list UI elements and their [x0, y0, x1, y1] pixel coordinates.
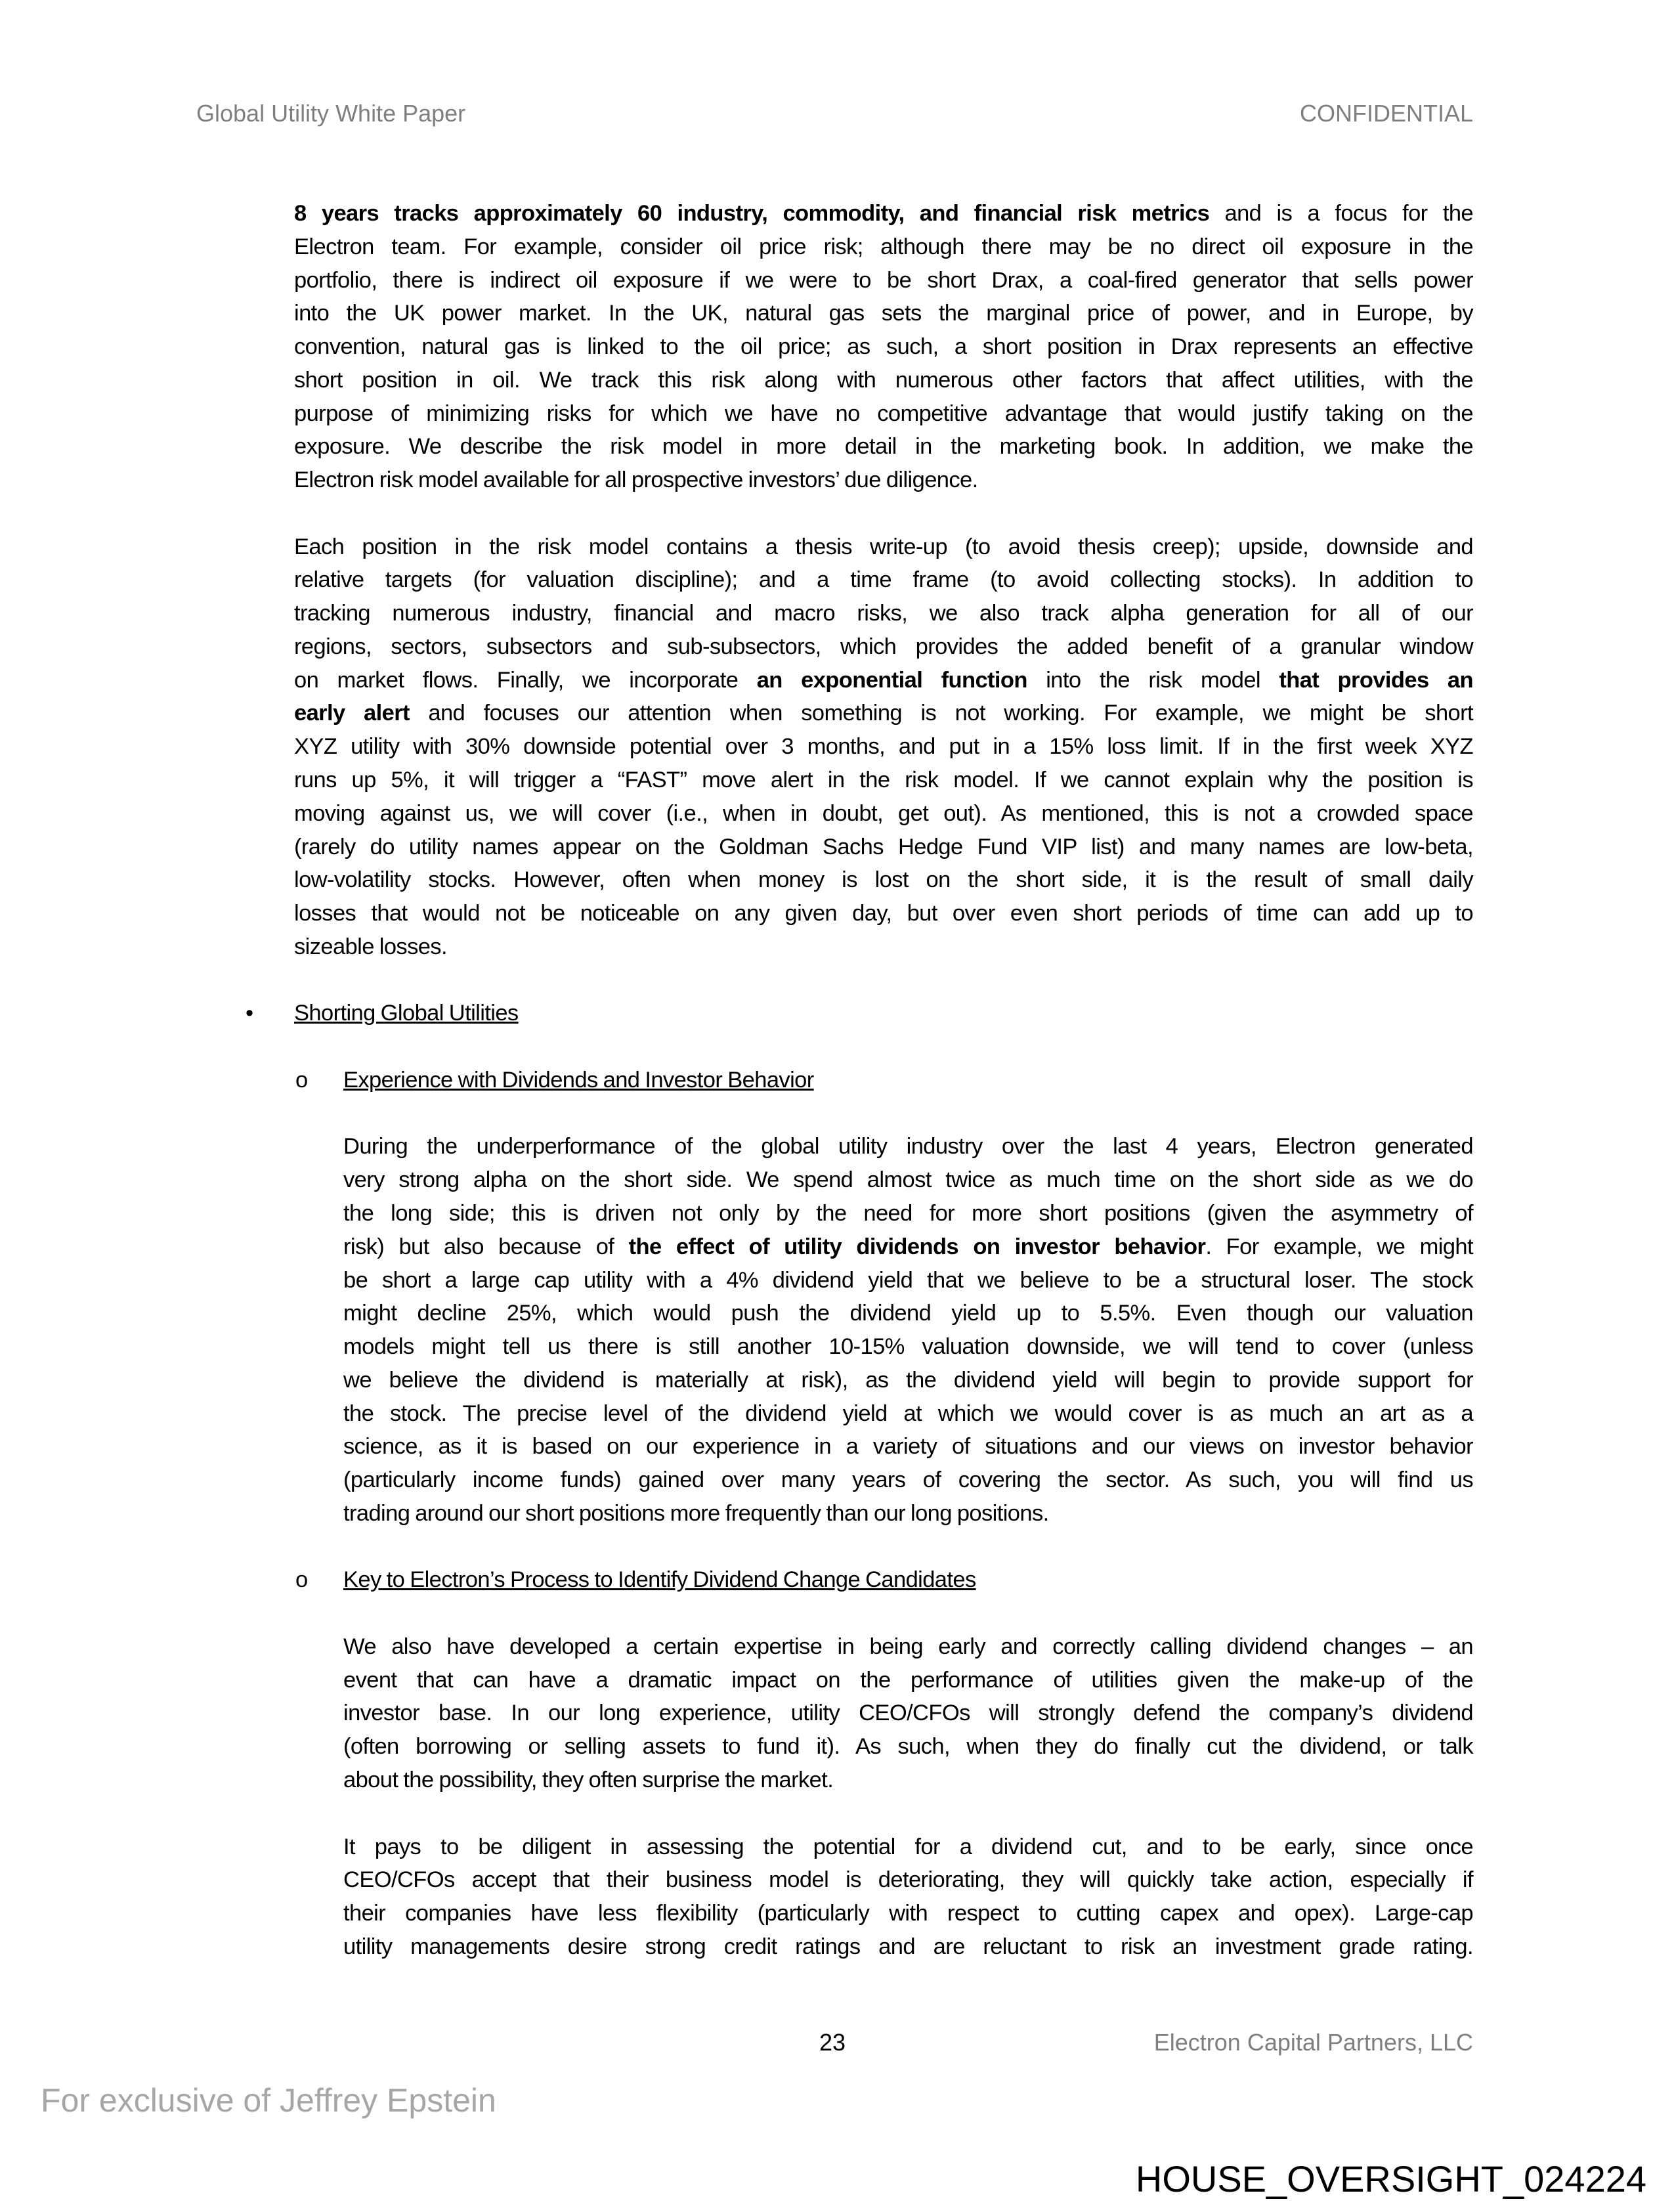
header-title: Global Utility White Paper	[196, 100, 466, 127]
text-line	[294, 197, 1473, 230]
text-run: Each position in the risk model contains a thesis write-up (to avoid thesis creep); upside, downside and	[294, 534, 1473, 559]
page-number: 23	[819, 2029, 846, 2056]
text-line	[343, 1630, 1473, 1664]
paragraph	[294, 197, 1473, 497]
text-line	[343, 1697, 1473, 1730]
sub-bullet-marker: o	[295, 1067, 308, 1093]
text-line	[294, 597, 1473, 630]
blank-line	[294, 1030, 1473, 1064]
document-body	[246, 197, 1473, 1964]
text-line	[343, 1197, 1473, 1230]
text-line	[343, 1163, 1473, 1197]
text-run: science, as it is based on our experience in a variety of situations and our views on investor behavior	[343, 1434, 1473, 1460]
text-line	[343, 1297, 1473, 1330]
text-run: convention, natural gas is linked to the oil price; as such, a short position in Drax represents an effective	[294, 334, 1473, 360]
bold-text: that provides an	[1279, 667, 1473, 693]
section-heading	[246, 997, 1473, 1030]
paragraph	[294, 531, 1473, 964]
text-run: about the possibility, they often surprise the market.	[343, 1767, 834, 1792]
text-line	[294, 464, 1473, 497]
text-line	[294, 764, 1473, 797]
text-run: utility managements desire strong credit ratings and are reluctant to risk an investment grade rating.	[343, 1934, 1473, 1959]
text-line	[343, 1430, 1473, 1464]
text-run: into the UK power market. In the UK, natural gas sets the marginal price of power, and in Europe, by	[294, 301, 1473, 326]
text-line	[294, 863, 1473, 897]
blank-line	[294, 1097, 1473, 1131]
text-run: short position in oil. We track this risk along with numerous other factors that affect utilities, with the	[294, 367, 1473, 393]
text-line	[294, 697, 1473, 730]
text-run: low-volatility stocks. However, often when money is lost on the short side, it is the result of small daily	[294, 867, 1473, 893]
paragraph	[343, 1130, 1473, 1530]
text-run: (particularly income funds) gained over many years of covering the sector. As such, you will find us	[343, 1467, 1473, 1493]
text-line	[294, 264, 1473, 297]
text-run: (rarely do utility names appear on the Goldman Sachs Hedge Fund VIP list) and many names are low-beta,	[294, 834, 1473, 859]
text-line	[294, 297, 1473, 330]
text-line	[294, 330, 1473, 364]
text-line	[343, 1397, 1473, 1431]
text-run: regions, sectors, subsectors and sub-subsectors, which provides the added benefit of a granular window	[294, 634, 1473, 659]
text-run: (often borrowing or selling assets to fund it). As such, when they do finally cut the dividend, or talk	[343, 1734, 1473, 1760]
text-run: event that can have a dramatic impact on the performance of utilities given the make-up of the	[343, 1667, 1473, 1693]
text-line	[294, 897, 1473, 930]
text-line	[343, 1730, 1473, 1764]
text-run: Electron team. For example, consider oil price risk; although there may be no direct oil exposure in the	[294, 234, 1473, 259]
text-line	[294, 397, 1473, 431]
paragraph	[343, 1630, 1473, 1797]
text-run: and is a focus for the	[1209, 201, 1473, 226]
header-confidential: CONFIDENTIAL	[1299, 100, 1473, 127]
text-line	[294, 563, 1473, 597]
text-run: sizeable losses.	[294, 934, 447, 959]
text-run: losses that would not be noticeable on any given day, but over even short periods of time can add up to	[294, 901, 1473, 926]
text-run: We also have developed a certain expertise in being early and correctly calling dividend changes – an	[343, 1634, 1473, 1659]
bates-number: HOUSE_OVERSIGHT_024224	[1135, 2158, 1646, 2200]
text-run: investor base. In our long experience, utility CEO/CFOs will strongly defend the company’s dividend	[343, 1701, 1473, 1726]
heading-label: Shorting Global Utilities	[294, 1001, 519, 1026]
text-line	[294, 630, 1473, 664]
text-run: Electron risk model available for all prospective investors’ due diligence.	[294, 467, 978, 493]
blank-line	[294, 1530, 1473, 1564]
text-line	[294, 364, 1473, 397]
sub-bullet-marker: o	[295, 1567, 308, 1593]
blank-line	[294, 1797, 1473, 1831]
text-line	[294, 930, 1473, 964]
text-line	[343, 1464, 1473, 1497]
text-run: During the underperformance of the global utility industry over the last 4 years, Electron generated	[343, 1134, 1473, 1160]
paragraph	[343, 1831, 1473, 1964]
text-line	[343, 1764, 1473, 1797]
heading-label: Key to Electron’s Process to Identify Dividend Change Candidates	[343, 1567, 976, 1593]
text-line	[343, 1330, 1473, 1364]
text-line	[343, 1863, 1473, 1897]
text-run: moving against us, we will cover (i.e., when in doubt, get out). As mentioned, this is not a crowded space	[294, 800, 1473, 826]
heading-label: Experience with Dividends and Investor Behavior	[343, 1067, 814, 1093]
bold-text: an exponential function	[756, 667, 1027, 693]
text-run: trading around our short positions more frequently than our long positions.	[343, 1500, 1049, 1526]
text-line	[294, 531, 1473, 564]
text-line	[294, 230, 1473, 264]
text-line	[343, 1230, 1473, 1264]
text-line	[294, 430, 1473, 464]
text-run: very strong alpha on the short side. We spend almost twice as much time on the short side as we do	[343, 1167, 1473, 1193]
text-run: XYZ utility with 30% downside potential over 3 months, and put in a 15% loss limit. If in the first week XYZ	[294, 734, 1473, 760]
text-run: models might tell us there is still another 10-15% valuation downside, we will tend to cover (unless	[343, 1334, 1473, 1360]
text-run: exposure. We describe the risk model in more detail in the marketing book. In addition, we make the	[294, 434, 1473, 460]
text-line	[343, 1364, 1473, 1397]
blank-line	[294, 497, 1473, 531]
text-line	[343, 1497, 1473, 1530]
text-line	[343, 1897, 1473, 1930]
text-run: risk) but also because of	[343, 1234, 629, 1259]
text-line	[343, 1930, 1473, 1964]
text-line	[294, 664, 1473, 697]
subsection-heading	[294, 1064, 1473, 1097]
text-run: relative targets (for valuation discipline); and a time frame (to avoid collecting stocks). In addition to	[294, 567, 1473, 593]
bullet-marker: •	[246, 1001, 253, 1026]
text-run: the stock. The precise level of the dividend yield at which we would cover is as much an art as a	[343, 1400, 1473, 1426]
watermark: For exclusive of Jeffrey Epstein	[41, 2082, 496, 2119]
text-run: and focuses our attention when something is not working. For example, we might be short	[409, 701, 1473, 726]
subsection-heading	[294, 1563, 1473, 1597]
text-run: on market flows. Finally, we incorporate	[294, 667, 757, 693]
text-run: tracking numerous industry, financial and macro risks, we also track alpha generation for all of our	[294, 601, 1473, 626]
text-line	[294, 831, 1473, 864]
text-run: might decline 25%, which would push the dividend yield up to 5.5%. Even though our valuation	[343, 1301, 1473, 1326]
text-line	[343, 1130, 1473, 1163]
bold-text: 8 years tracks approximately 60 industry, commodity, and financial risk metrics	[294, 201, 1210, 226]
text-line	[294, 730, 1473, 764]
blank-line	[294, 964, 1473, 997]
text-run: portfolio, there is indirect oil exposure if we were to be short Drax, a coal-fired generator that sells power	[294, 267, 1473, 293]
text-run: their companies have less flexibility (particularly with respect to cutting capex and opex). Large-cap	[343, 1901, 1473, 1926]
text-line	[343, 1831, 1473, 1864]
text-run: we believe the dividend is materially at risk), as the dividend yield will begin to provide support for	[343, 1367, 1473, 1393]
text-run: be short a large cap utility with a 4% dividend yield that we believe to be a structural loser. The stock	[343, 1267, 1473, 1293]
blank-line	[294, 1597, 1473, 1630]
bold-text: the effect of utility dividends on investor behavior	[628, 1234, 1206, 1259]
text-line	[343, 1264, 1473, 1297]
footer-company: Electron Capital Partners, LLC	[1153, 2029, 1473, 2056]
text-run: It pays to be diligent in assessing the potential for a dividend cut, and to be early, since once	[343, 1834, 1473, 1859]
text-run: runs up 5%, it will trigger a “FAST” move alert in the risk model. If we cannot explain why the position is	[294, 768, 1473, 793]
text-run: . For example, we might	[1205, 1234, 1473, 1259]
text-line	[294, 797, 1473, 831]
text-run: purpose of minimizing risks for which we have no competitive advantage that would justify taking on the	[294, 401, 1473, 426]
text-line	[343, 1664, 1473, 1697]
bold-text: early alert	[294, 701, 410, 726]
text-run: the long side; this is driven not only by the need for more short positions (given the asymmetry of	[343, 1200, 1473, 1226]
text-run: into the risk model	[1027, 667, 1279, 693]
text-run: CEO/CFOs accept that their business model is deteriorating, they will quickly take action, especially if	[343, 1867, 1473, 1893]
